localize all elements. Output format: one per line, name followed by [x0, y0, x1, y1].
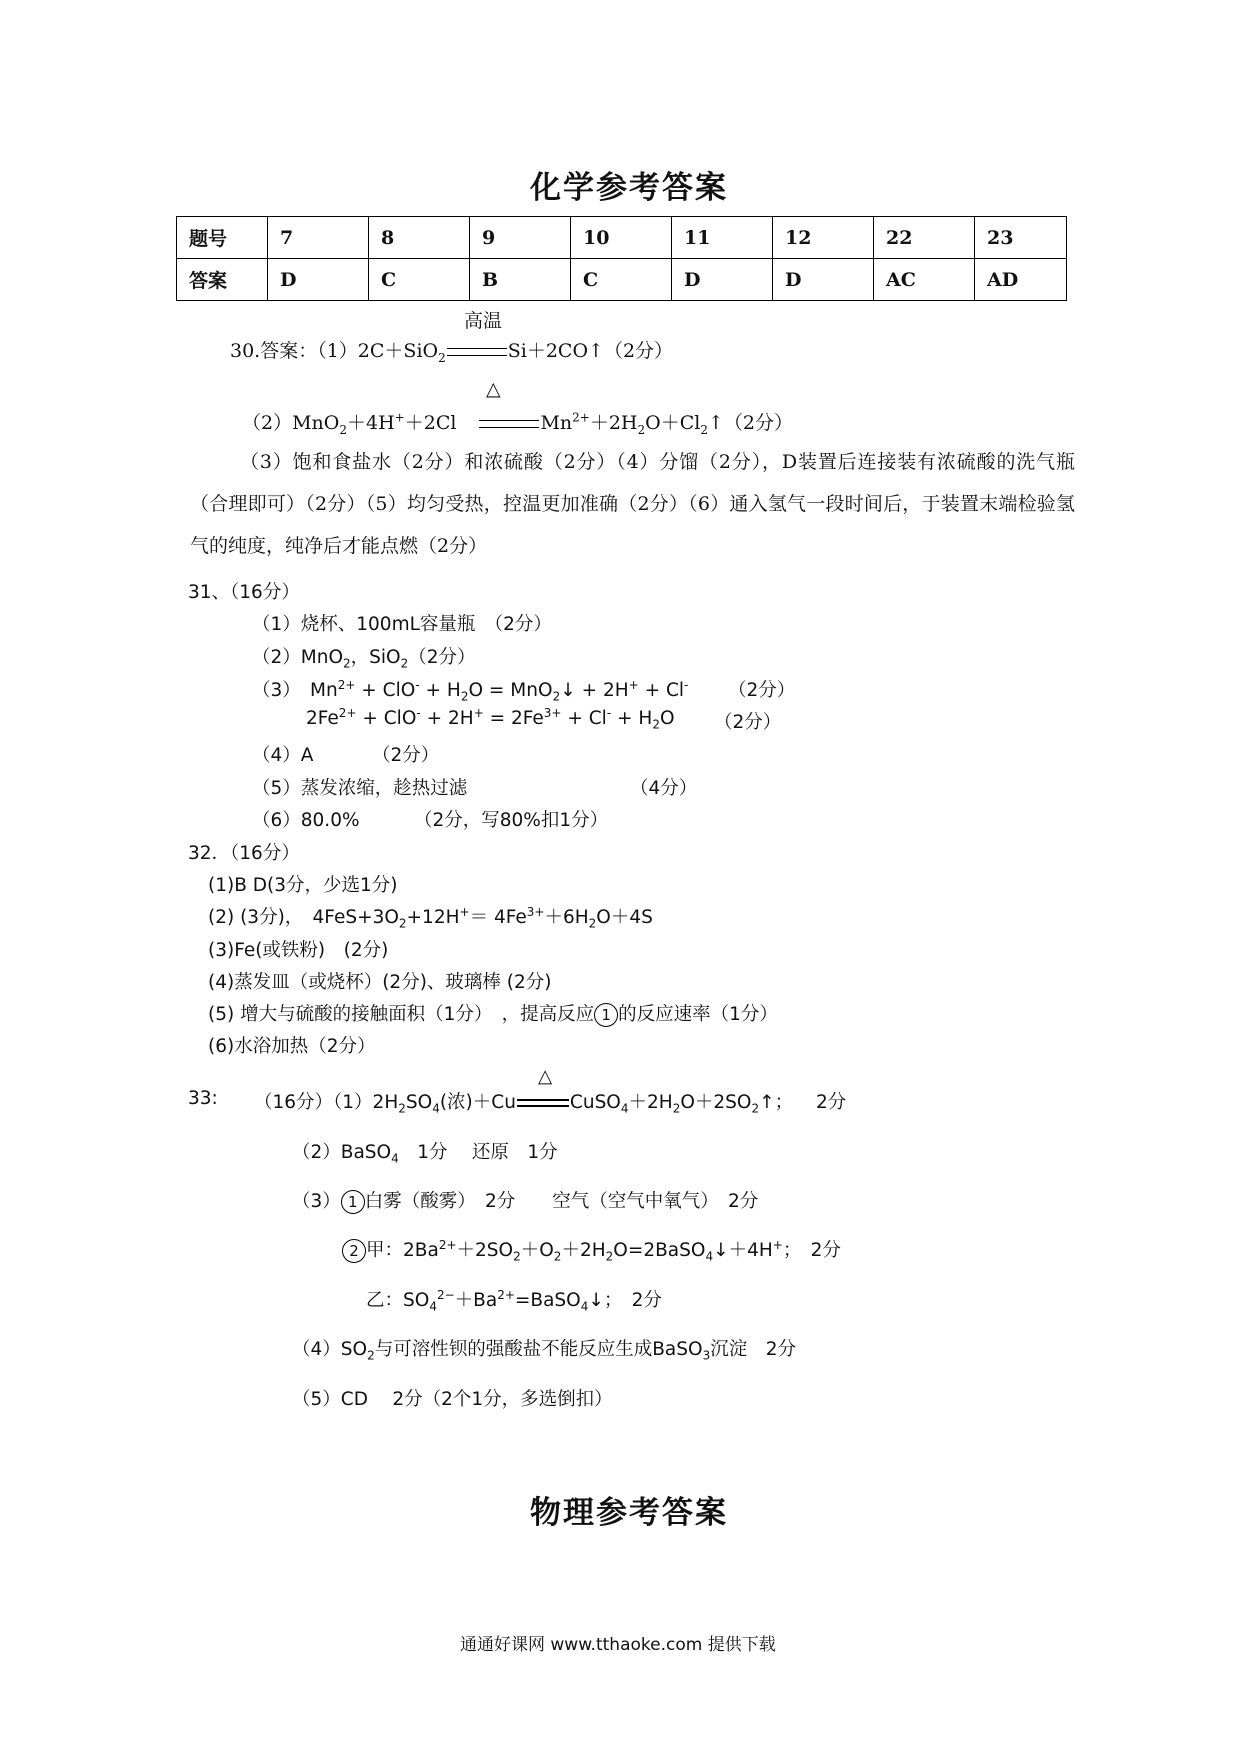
table-cell: AC — [874, 259, 975, 301]
q31-line-5: （4）A — [252, 745, 314, 766]
q32-line-6: (6)水浴加热（2分） — [208, 1036, 376, 1057]
table-cell: 9 — [470, 217, 571, 259]
reaction-condition: △ — [486, 378, 501, 400]
table-row — [177, 217, 1067, 259]
q31-line-6: （5）蒸发浓缩，趁热过滤 — [252, 778, 468, 799]
q32-line-5: (5) 增大与硫酸的接触面积（1分） ，提高反应 1 的反应速率（1分） — [208, 1004, 778, 1025]
q33-line-1: （16分）$(1)2H_2SO_4$(浓)＋Cu $CuSO_4+2H_2O+2SO_2↑$； — [254, 1092, 794, 1116]
q31-line-7-score: （2分，写80%扣1分） — [414, 810, 609, 831]
q31-heading: 31、（16分） — [188, 582, 300, 603]
table-cell: 23 — [975, 217, 1067, 259]
q32-line-1: (1)B D(3分，少选1分) — [208, 875, 398, 896]
q32-line-2: (2) (3分)， $4FeS+3O_2+12H^+= 4Fe^{3+}+6H_2O+4S$ — [208, 904, 653, 931]
q33-line-1-score: 2分 — [816, 1092, 847, 1113]
q33-line-2: （2）BaSO$_4$ 1分 还原 1分 — [292, 1142, 558, 1166]
table-cell: C — [571, 259, 672, 301]
q32-line-4: (4)蒸发皿（或烧杯）(2分)、玻璃棒 (2分) — [208, 972, 552, 993]
footer-text: 通通好课网 www.tthaoke.com 提供下载 — [460, 1635, 776, 1655]
q31-line-3: （3） $Mn^{2+} + ClO^- + H_2O$ = MnO$_2$↓ + 2H+ + Cl- — [252, 677, 689, 704]
table-header-cell: 题号 — [177, 217, 268, 259]
table-cell: AD — [975, 259, 1067, 301]
q30-answer-paragraph: （3）饱和食盐水（2分）和浓硫酸（2分）（4）分馏（2分），D装置后连接装有浓硫酸的洗气瓶（合理即可）（2分）（5）均匀受热，控温更加准确（2分）（6）通入氢气一段时间后，于装置末端检验氢气的纯度，纯净后才能点燃（2分） — [190, 451, 1075, 557]
q33-line-7: （5）CD 2分（2个1分，多选倒扣） — [292, 1389, 613, 1410]
q33-line-4: 2 甲：$2Ba^{2+}+2SO_2+O_2+2H_2O=2BaSO_4↓+4H^+$； 2分 — [342, 1236, 841, 1263]
q31-line-4-score: （2分） — [714, 712, 782, 733]
q33-label: 33: — [188, 1088, 218, 1109]
table-cell: C — [369, 259, 470, 301]
q33-line-3: （3） 1 白雾（酸雾） 2分 空气（空气中氧气） 2分 — [292, 1191, 759, 1212]
circled-number: 2 — [342, 1239, 366, 1263]
q31-line-6-score: （4分） — [630, 778, 698, 799]
q31-line-7: （6）80.0% — [252, 810, 360, 831]
q31-line-3-score: （2分） — [728, 680, 796, 701]
q31-line-1: （1）烧杯、100mL容量瓶 （2分） — [252, 614, 552, 635]
equals-sign — [517, 1099, 569, 1107]
q31-line-4: $2Fe^{2+} + ClO^- + 2H^+ = 2Fe^{3+} + Cl^- + H_2O$ — [306, 705, 675, 732]
reaction-condition: 高温 — [464, 310, 503, 332]
q33-line-6: $(4)SO_2$与可溶性钡的强酸盐不能反应生成BaSO$_3$沉淀 2分 — [292, 1339, 796, 1363]
table-cell: B — [470, 259, 571, 301]
table-header-cell: 答案 — [177, 259, 268, 301]
chemistry-title: 化学参考答案 — [530, 170, 728, 206]
q32-heading: 32．（16分） — [188, 843, 300, 864]
table-cell: 12 — [773, 217, 874, 259]
circled-number: 1 — [594, 1003, 618, 1027]
table-cell: D — [672, 259, 773, 301]
table-row — [177, 259, 1067, 301]
reaction-condition: △ — [538, 1066, 553, 1087]
equals-sign — [447, 348, 507, 356]
q33-line-5: 乙：$SO_4^{2-}+Ba^{2+}=BaSO_4↓$； 2分 — [366, 1287, 662, 1314]
table-cell: 7 — [268, 217, 369, 259]
answer-table — [176, 216, 1067, 301]
physics-title: 物理参考答案 — [530, 1495, 728, 1531]
q30-answer-2: （2）MnO$_2$＋4H+＋2Cl $Mn^{2+}+2H_2O+Cl_2↑(2$分） — [242, 410, 794, 437]
q31-line-5-score: （2分） — [372, 745, 440, 766]
q30-answer-1: 30.答案：（1）2C＋SiO$_2$ Si＋2CO↑（2分） — [230, 340, 674, 365]
q31-line-2: （2）MnO$_2$，SiO$_2$（2分） — [252, 647, 476, 671]
table-cell: 10 — [571, 217, 672, 259]
q32-line-3: (3)Fe(或铁粉) (2分) — [208, 940, 389, 961]
table-cell: 8 — [369, 217, 470, 259]
table-cell: D — [268, 259, 369, 301]
table-cell: D — [773, 259, 874, 301]
circled-number: 1 — [341, 1190, 365, 1214]
table-cell: 22 — [874, 217, 975, 259]
equals-sign — [479, 420, 539, 428]
table-cell: 11 — [672, 217, 773, 259]
